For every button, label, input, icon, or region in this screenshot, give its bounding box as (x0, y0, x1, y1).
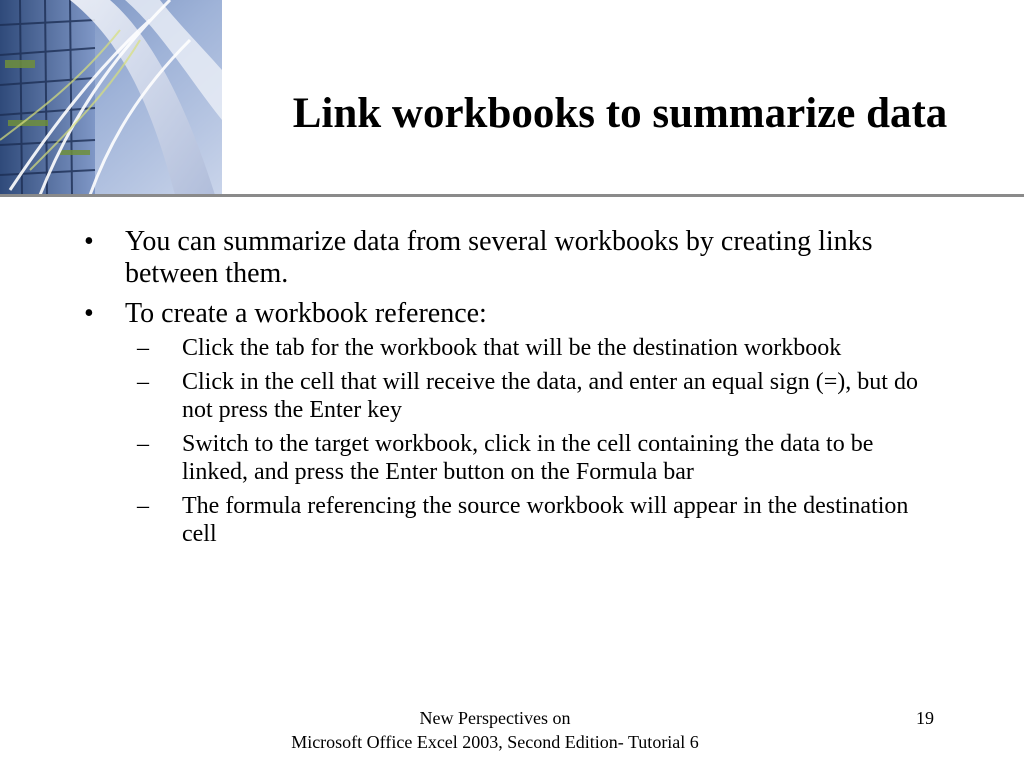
sub-bullet-item-2 (137, 368, 944, 424)
slide-title: Link workbooks to summarize data (292, 90, 948, 137)
bullet-text: To create a workbook reference: (125, 298, 487, 329)
bullet-text: You can summarize data from several workbooks by creating links between them. (125, 226, 873, 289)
page-number: 19 (916, 708, 934, 728)
sub-bullet-text: The formula referencing the source workbook will appear in the destination cell (182, 493, 909, 547)
bullet-item-1 (84, 226, 944, 290)
sub-bullet-text: Switch to the target workbook, click in the cell containing the data to be linked, and press the Enter button on the Formula bar (182, 431, 874, 485)
bullet-marker: • (84, 298, 94, 329)
bullet-marker: • (84, 226, 94, 257)
footer-caption (250, 706, 740, 754)
sub-bullet-marker: – (137, 493, 149, 519)
sub-bullet-marker: – (137, 335, 149, 361)
sub-bullet-item-1 (137, 334, 944, 362)
sub-bullet-text: Click in the cell that will receive the data, and enter an equal sign (=), but do not press the Enter key (182, 369, 918, 423)
sub-bullet-list (125, 334, 944, 548)
sub-bullet-marker: – (137, 369, 149, 395)
bullet-list (84, 226, 944, 556)
footer-line-1: New Perspectives on (419, 708, 571, 728)
sub-bullet-marker: – (137, 431, 149, 457)
header-divider (0, 194, 1024, 197)
header-architecture-image (0, 0, 222, 195)
sub-bullet-item-4 (137, 492, 944, 548)
sub-bullet-item-3 (137, 430, 944, 486)
sub-bullet-text: Click the tab for the workbook that will be the destination workbook (182, 335, 842, 361)
footer-line-2: Microsoft Office Excel 2003, Second Edition- Tutorial 6 (291, 732, 699, 752)
bullet-item-2 (84, 298, 944, 548)
